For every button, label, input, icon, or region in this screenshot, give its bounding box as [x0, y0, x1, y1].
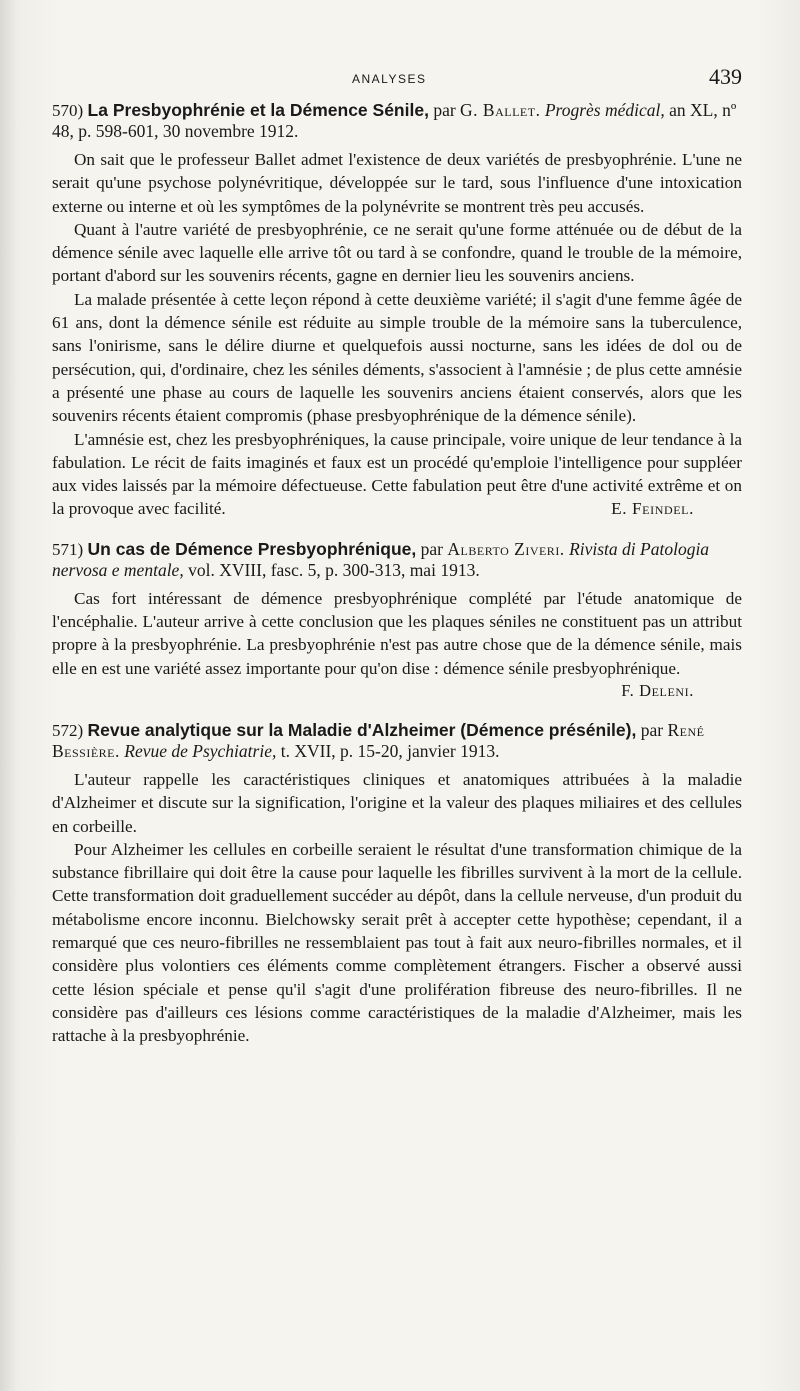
- paragraph: [52, 428, 742, 521]
- paragraph: L'auteur rappelle les caractéristiques cliniques et anatomiques attribuées à la maladie d'Alzheimer et discute sur la signification, l'origine et la valeur des plaques miliaires et des cellules en corbeille.: [52, 769, 742, 836]
- abstract-entry-570: [52, 100, 742, 521]
- signature: F. Deleni.: [621, 680, 694, 700]
- paragraph: La malade présentée à cette leçon répond à cette deuxième variété; il s'agit d'une femme âgée de 61 ans, dont la démence sénile est réduite au simple trouble de la mémoire sans la tuberculence, sans l'onirisme, sans le délire diurne et quelquefois aussi nocturne, sans les idées de dol ou de persécution, qui, d'ordinaire, chez les séniles déments, s'associent à l'amnésie ; de plus cette amnésie a présenté une phase au cours de laquelle les souvenirs anciens étaient conservés, alors que les souvenirs récents étaient compromis (phase presbyophrénique de la démence sénile).: [52, 289, 742, 426]
- entry-details: t. XVII, p. 15-20, janvier 1913.: [280, 740, 500, 761]
- entry-author: René Bessière.: [52, 719, 705, 761]
- entry-number: 571): [52, 539, 84, 559]
- paragraph: Pour Alzheimer les cellules en corbeille seraient le résultat d'une transformation chimique de la substance fibrillaire qui doit être la cause pour laquelle les fibrilles survivent à la mort de la cellule. Cette transformation doit graduellement succéder au dépôt, dans la cellule nerveuse, d'un produit du métabolisme encore inconnu. Bielchowsky serait prêt à accepter cette hypothèse; cependant, il a remarqué que ces neuro-fibrilles ne ressemblaient pas tout à fait aux neuro-fibrilles normales, et il considère plus volontiers ces éléments comme complètement étrangers. Fischer a observé aussi cette lésion spéciale et pense qu'il s'agit d'une prolifération fibreuse des neuro-fibrilles. Il ne considère pas d'ailleurs ces lésions comme caractéristiques de la maladie d'Alzheimer, mais les rattache à la presbyophrénie.: [52, 839, 742, 1046]
- entry-title: La Presbyophrénie et la Démence Sénile,: [87, 100, 429, 120]
- entry-details: an XL, nº 48, p. 598-601, 30 novembre 1912.: [52, 100, 737, 141]
- paragraph: Quant à l'autre variété de presbyophrénie, ce ne serait qu'une forme atténuée ou de début de la démence sénile avec laquelle elle arrive tôt ou tard à se confondre, quand le trouble de la mémoire, portant d'abord sur les souvenirs récents, gagne en dernier lieu les souvenirs anciens.: [52, 219, 742, 286]
- entry-heading: [52, 100, 742, 142]
- abstract-entry-572: [52, 720, 742, 1048]
- entry-title: Revue analytique sur la Maladie d'Alzheimer (Démence présénile),: [87, 719, 637, 740]
- author-prefix: par: [640, 719, 664, 740]
- paragraph-text: L'amnésie est, chez les presbyophréniques, la cause principale, voire unique de leur tendance à la fabulation. Le récit de faits imaginés et faux est un procédé qu'emploie l'intelligence pour suppléer aux vides laissés par la mémoire défectueuse. Cette fabulation peut être d'une activité extrême et on la provoque avec facilité.: [52, 429, 742, 519]
- page-number: 439: [709, 64, 742, 89]
- entry-journal: Progrès médical,: [544, 100, 665, 120]
- entry-heading: [52, 539, 742, 581]
- signature: E. Feindel.: [611, 499, 694, 519]
- abstract-entry-571: [52, 539, 742, 702]
- page-content: [52, 100, 742, 1058]
- author-prefix: par: [420, 538, 444, 559]
- entry-details: vol. XVIII, fasc. 5, p. 300-313, mai 1913.: [188, 559, 480, 580]
- entry-author: G. Ballet.: [460, 100, 541, 120]
- paragraph: Cas fort intéressant de démence presbyophrénique complété par l'étude anatomique de l'encéphalie. L'auteur arrive à cette conclusion que les plaques séniles ne constituent pas un attribut propre à la presbyophrénie. La presbyophrénie n'est pas autre chose que de la démence sénile, mais elle en est une variété assez importante pour qu'on dise : démence sénile presbyophrénique.: [52, 588, 742, 678]
- entry-journal: Revue de Psychiatrie,: [124, 740, 277, 761]
- page-header: [52, 64, 742, 94]
- entry-number: 572): [52, 720, 84, 740]
- paragraph: On sait que le professeur Ballet admet l'existence de deux variétés de presbyophrénie. L'une ne serait qu'une psychose polynévritique, développée sur le tard, sous l'influence d'une intoxication externe ou interne et où les symptômes de la polynévrite se montrent très peu accusés.: [52, 150, 742, 216]
- entry-author: Alberto Ziveri.: [447, 538, 565, 559]
- entry-number: 570): [52, 101, 84, 120]
- entry-journal: Rivista di Patologia nervosa e mentale,: [52, 538, 710, 580]
- entry-title: Un cas de Démence Presbyophrénique,: [87, 538, 417, 559]
- author-prefix: par: [433, 100, 456, 120]
- running-title: ANALYSES: [352, 72, 427, 86]
- entry-heading: [52, 720, 742, 762]
